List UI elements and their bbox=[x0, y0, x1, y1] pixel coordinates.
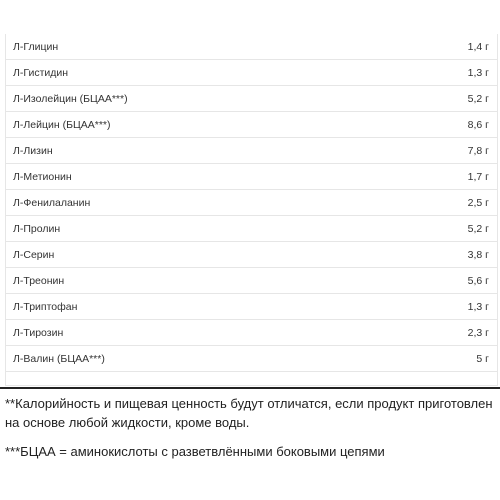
table-row bbox=[6, 60, 497, 86]
amino-acid-name: Л-Фенилаланин bbox=[13, 197, 91, 209]
table-row bbox=[6, 294, 497, 320]
amino-acid-name: Л-Лейцин (БЦАА***) bbox=[13, 119, 111, 131]
amino-acid-amount: 5,2 г bbox=[467, 93, 489, 105]
amino-acid-amount: 8,6 г bbox=[467, 119, 489, 131]
table-row bbox=[6, 86, 497, 112]
amino-acid-name: Л-Серин bbox=[13, 249, 55, 261]
amino-acid-amount: 7,8 г bbox=[467, 145, 489, 157]
amino-acid-name: Л-Триптофан bbox=[13, 301, 78, 313]
calorie-footnote: **Калорийность и пищевая ценность будут отличатся, если продукт приготовлен на основе любой жидкости, кроме воды. bbox=[5, 396, 493, 430]
table-row bbox=[6, 346, 497, 372]
bcaa-footnote: ***БЦАА = аминокислоты с разветвлёнными боковыми цепями bbox=[5, 444, 385, 459]
table-row bbox=[6, 320, 497, 346]
amino-acid-name: Л-Глицин bbox=[13, 41, 59, 53]
amino-acid-amount: 5,6 г bbox=[467, 275, 489, 287]
amino-acid-name: Л-Лизин bbox=[13, 145, 53, 157]
amino-acid-amount: 2,5 г bbox=[467, 197, 489, 209]
amino-acid-name: Л-Пролин bbox=[13, 223, 61, 235]
table-row bbox=[6, 34, 497, 60]
table-row bbox=[6, 190, 497, 216]
table-row bbox=[6, 242, 497, 268]
amino-acid-name: Л-Метионин bbox=[13, 171, 72, 183]
amino-acid-amount: 1,3 г bbox=[467, 301, 489, 313]
amino-acid-table bbox=[5, 34, 498, 386]
amino-acid-amount: 1,3 г bbox=[467, 67, 489, 79]
amino-acid-name: Л-Изолейцин (БЦАА***) bbox=[13, 93, 128, 105]
amino-acid-amount: 1,4 г bbox=[467, 41, 489, 53]
table-row bbox=[6, 112, 497, 138]
amino-acid-name: Л-Тирозин bbox=[13, 327, 64, 339]
amino-acid-amount: 2,3 г bbox=[467, 327, 489, 339]
amino-acid-amount: 3,8 г bbox=[467, 249, 489, 261]
table-row bbox=[6, 268, 497, 294]
amino-acid-amount: 1,7 г bbox=[467, 171, 489, 183]
amino-acid-amount: 5,2 г bbox=[467, 223, 489, 235]
amino-acid-name: Л-Треонин bbox=[13, 275, 65, 287]
table-row bbox=[6, 164, 497, 190]
amino-acid-amount: 5 г bbox=[476, 353, 489, 365]
amino-acid-name: Л-Гистидин bbox=[13, 67, 69, 79]
table-row bbox=[6, 138, 497, 164]
table-row bbox=[6, 216, 497, 242]
amino-acid-name: Л-Валин (БЦАА***) bbox=[13, 353, 105, 365]
table-bottom-divider bbox=[0, 387, 500, 389]
